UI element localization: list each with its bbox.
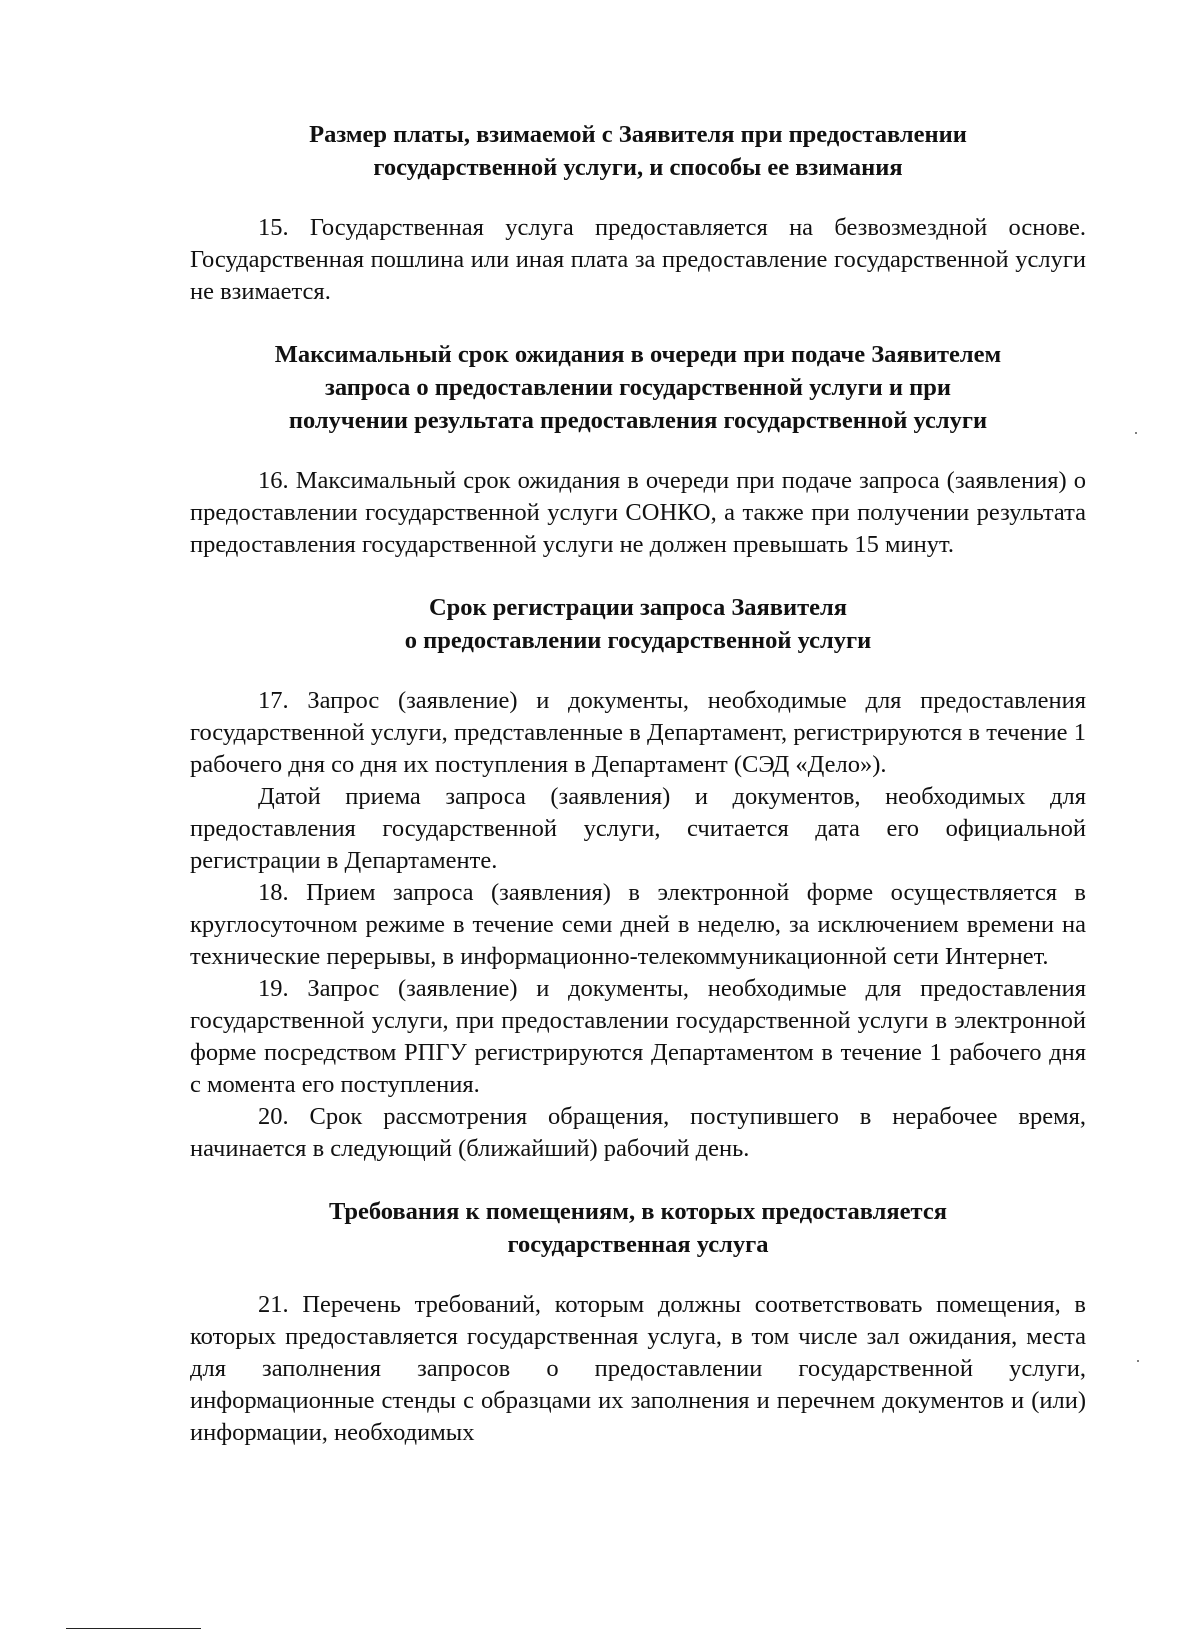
paragraph-16: 16. Максимальный срок ожидания в очереди при подаче запроса (заявления) о предоставлении государственной услуги СОНКО, а также при получении результата предоставления государственной услуги не должен превышать 15 минут. xyxy=(190,467,1086,558)
scan-speck xyxy=(1135,432,1137,434)
paragraph-18: 18. Прием запроса (заявления) в электронной форме осуществляется в круглосуточном режиме в течение семи дней в неделю, за исключением времени на технические перерывы, в информационно-телекоммуникационной сети Интернет. xyxy=(190,879,1086,970)
heading-line: государственной услуги, и способы ее взимания xyxy=(373,154,903,181)
heading-line: Размер платы, взимаемой с Заявителя при предоставлении xyxy=(309,121,967,148)
footnote-rule xyxy=(66,1628,201,1629)
paragraph-19: 19. Запрос (заявление) и документы, необходимые для предоставления государственной услуги, при предоставлении государственной услуги в электронной форме посредством РПГУ регистрируются Департаментом в течение 1 рабочего дня с момента его поступления. xyxy=(190,975,1086,1098)
section-heading-premises xyxy=(190,1195,1086,1261)
heading-line: Требования к помещениям, в которых предоставляется xyxy=(328,1198,948,1225)
scan-speck xyxy=(1137,1360,1139,1362)
heading-line: о предоставлении государственной услуги xyxy=(404,627,872,654)
section-heading-queue-time xyxy=(190,338,1086,437)
heading-line: Срок регистрации запроса Заявителя xyxy=(428,594,848,621)
section-heading-registration xyxy=(190,591,1086,657)
paragraph-15: 15. Государственная услуга предоставляется на безвозмездной основе. Государственная пошлина или иная плата за предоставление государственной услуги не взимается. xyxy=(190,214,1086,305)
paragraph-21: 21. Перечень требований, которым должны соответствовать помещения, в которых предоставляется государственная услуга, в том числе зал ожидания, места для заполнения запросов о предоставлении государственной услуги, информационные стенды с образцами их заполнения и перечнем документов и (или) информации, необходимых xyxy=(190,1291,1086,1446)
heading-line: Максимальный срок ожидания в очереди при подаче Заявителем xyxy=(274,341,1002,368)
paragraph-20: 20. Срок рассмотрения обращения, поступившего в нерабочее время, начинается в следующий (ближайший) рабочий день. xyxy=(190,1103,1086,1162)
heading-line: государственная услуга xyxy=(507,1231,769,1258)
heading-line: запроса о предоставлении государственной услуги и при xyxy=(325,374,951,401)
document-body xyxy=(190,118,1086,1449)
heading-line: получении результата предоставления государственной услуги xyxy=(288,407,988,434)
paragraph-17-date: Датой приема запроса (заявления) и документов, необходимых для предоставления государственной услуги, считается дата его официальной регистрации в Департаменте. xyxy=(190,783,1086,874)
paragraph-17: 17. Запрос (заявление) и документы, необходимые для предоставления государственной услуги, представленные в Департамент, регистрируются в течение 1 рабочего дня со дня их поступления в Департамент (СЭД «Дело»). xyxy=(190,687,1086,778)
section-heading-fee xyxy=(190,118,1086,184)
